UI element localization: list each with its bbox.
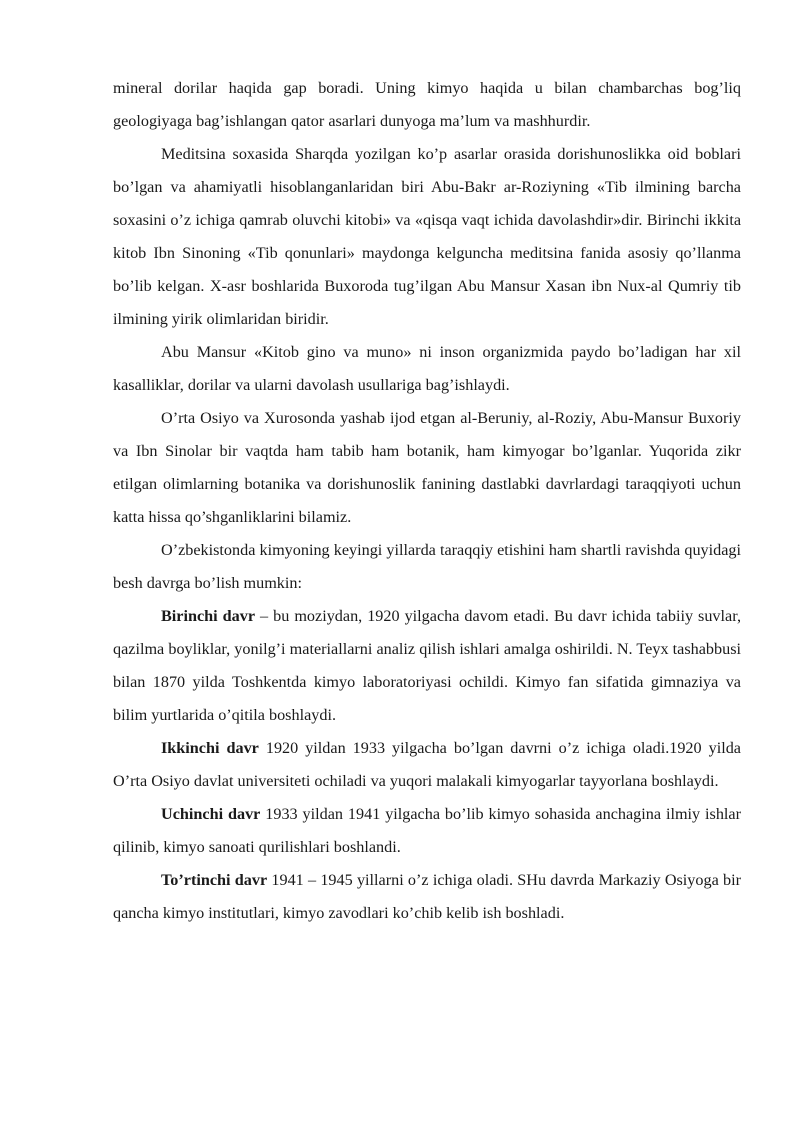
- document-page: [113, 72, 741, 930]
- third-period-heading: Uchinchi davr: [161, 805, 261, 823]
- paragraph-2: [113, 138, 741, 336]
- paragraph-2-text: Meditsina soxasida Sharqda yozilgan ko’p asarlar orasida dorishunoslikka oid boblari bo’lgan va ahamiyatli hisoblanganlaridan biri Abu-Bakr ar-Roziyning «Tib ilmining barcha soxasini o’z ichiga qamrab oluvchi kitobi» va «qisqa vaqt ichida davolashdir»dir. Birinchi ikkita kitob Ibn Sinoning «Tib qonunlari» maydonga kelguncha meditsina fanida asosiy qo’llanma bo’lib kelgan. X-asr boshlarida Buxoroda tug’ilgan Abu Mansur Xasan ibn Nux-al Qumriy tib ilmining yirik olimlaridan biridir.: [113, 145, 741, 328]
- paragraph-5-text: O’zbekistonda kimyoning keyingi yillarda taraqqiy etishini ham shartli ravishda quyidagi besh davrga bo’lish mumkin:: [113, 541, 741, 592]
- paragraph-first-period: [113, 600, 741, 732]
- first-period-heading: Birinchi davr: [161, 607, 256, 625]
- third-period-text: 1933 yildan 1941 yilgacha bo’lib kimyo sohasida anchagina ilmiy ishlar qilinib, kimyo sanoati qurilishlari boshlandi.: [113, 805, 741, 856]
- paragraph-4-text: O’rta Osiyo va Xurosonda yashab ijod etgan al-Beruniy, al-Roziy, Abu-Mansur Buxoriy va Ibn Sinolar bir vaqtda ham tabib ham botanik, ham kimyogar bo’lganlar. Yuqorida zikr etilgan olimlarning botanika va dorishunoslik fanining dastlabki davrlardagi taraqqiyoti uchun katta hissa qo’shganliklarini bilamiz.: [113, 409, 741, 526]
- fourth-period-text: 1941 – 1945 yillarni o’z ichiga oladi. SHu davrda Markaziy Osiyoga bir qancha kimyo institutlari, kimyo zavodlari ko’chib kelib ish boshladi.: [113, 871, 741, 922]
- paragraph-fourth-period: [113, 864, 741, 930]
- paragraph-3: [113, 336, 741, 402]
- paragraph-4: [113, 402, 741, 534]
- paragraph-3-text: Abu Mansur «Kitob gino va muno» ni inson organizmida paydo bo’ladigan har xil kasalliklar, dorilar va ularni davolash usullariga bag’ishlaydi.: [113, 343, 741, 394]
- paragraph-1-text: mineral dorilar haqida gap boradi. Uning kimyo haqida u bilan chambarchas bog’liq geologiyaga bag’ishlangan qator asarlari dunyoga ma’lum va mashhurdir.: [113, 79, 741, 130]
- paragraph-5: [113, 534, 741, 600]
- first-period-text: – bu moziydan, 1920 yilgacha davom etadi. Bu davr ichida tabiiy suvlar, qazilma boyliklar, yonilg’i materiallarni analiz qilish ishlari amalga oshirildi. N. Teyx tashabbusi bilan 1870 yilda Toshkentda kimyo laboratoriyasi ochildi. Kimyo fan sifatida gimnaziya va bilim yurtlarida o’qitila boshlaydi.: [113, 607, 741, 724]
- paragraph-third-period: [113, 798, 741, 864]
- second-period-text: 1920 yildan 1933 yilgacha bo’lgan davrni o’z ichiga oladi.1920 yilda O’rta Osiyo davlat universiteti ochiladi va yuqori malakali kimyogarlar tayyorlana boshlaydi.: [113, 739, 741, 790]
- paragraph-second-period: [113, 732, 741, 798]
- paragraph-1: [113, 72, 741, 138]
- second-period-heading: Ikkinchi davr: [161, 739, 259, 757]
- fourth-period-heading: To’rtinchi davr: [161, 871, 268, 889]
